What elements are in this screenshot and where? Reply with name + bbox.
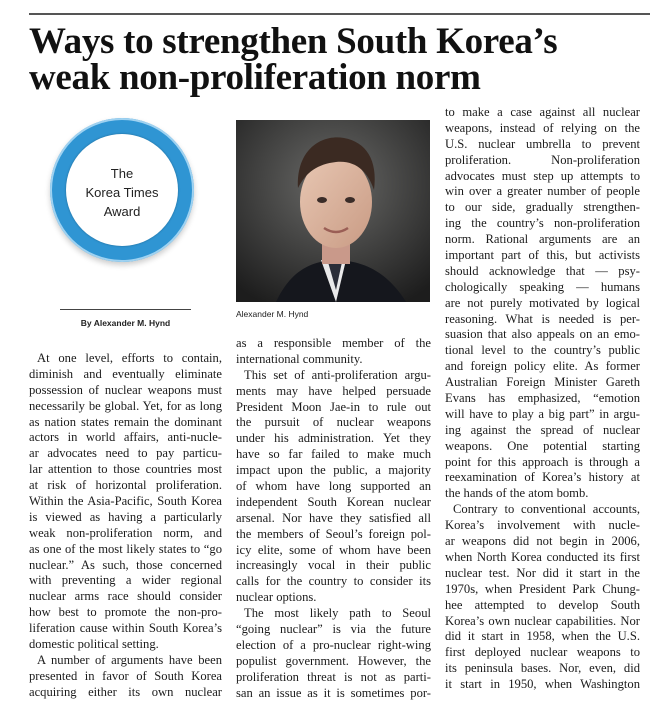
text-line: to make a case against all nuclear — [445, 105, 640, 119]
article-column-3 — [445, 105, 640, 693]
text-line: U.S. nuclear umbrella to prevent — [445, 136, 640, 151]
text-line: nuclear options. — [236, 590, 317, 605]
text-line: the pursuit of nuclear weapons — [236, 415, 431, 430]
text-line: reexamination of Korea’s history at — [445, 470, 640, 485]
text-line: of whom have long supported an — [236, 479, 431, 494]
text-line: Korea’s involvement with nucle- — [445, 518, 640, 533]
text-line: chologically speaking — humans — [445, 279, 640, 294]
byline-rule — [60, 309, 191, 310]
text-line: actors in world affairs, anti-nucle- — [29, 430, 222, 445]
article-column-2 — [236, 336, 431, 701]
award-badge-line-2: Korea Times — [85, 185, 159, 200]
text-line: independent South Korean nuclear — [236, 494, 431, 509]
text-line: ing against the spread of nuclear — [445, 422, 640, 437]
text-line: ing the country’s non-proliferation — [445, 216, 640, 231]
award-badge-inner — [66, 134, 178, 246]
text-line: diminish and eventually eliminate — [29, 366, 222, 381]
text-line: lar attention to those countries most — [29, 462, 222, 477]
text-line: proliferation threat is not as parti- — [236, 669, 431, 684]
text-line: A number of arguments have been — [37, 652, 222, 667]
text-line: it start in 1950, when Washington — [445, 677, 640, 692]
text-line: At one level, efforts to contain, — [37, 351, 222, 365]
text-line: impact upon the public, a majority — [236, 463, 431, 478]
text-line: international community. — [236, 351, 363, 366]
text-line: norm. Rational arguments are an — [445, 232, 640, 247]
text-line: ar advocates need to pay particu- — [29, 446, 222, 461]
headline-line-1: Ways to strengthen South Korea’s — [29, 21, 558, 62]
text-line: necessarily be global. Yet, for as long — [29, 398, 222, 413]
text-line: weapons, instead of relying on the — [445, 120, 640, 135]
text-line: icy elite, some of whom have been — [236, 542, 431, 557]
text-line: populist government. However, the — [236, 653, 431, 668]
text-line: weak non-proliferation norm, and — [29, 525, 222, 540]
award-badge — [50, 118, 194, 262]
text-line: will have to play a big part” in argu- — [445, 406, 640, 421]
text-line: ar weapons did not begin in 2006, — [445, 534, 640, 549]
text-line: Australian Foreign Minister Gareth — [445, 375, 640, 390]
text-line: nuclear arms race should consider — [29, 589, 222, 604]
text-line: proliferation. Non-proliferation — [445, 152, 640, 167]
headline — [29, 21, 629, 98]
text-line: increasingly vocal in their public — [236, 558, 431, 573]
text-line: 1970s, when President Park Chung- — [445, 581, 640, 596]
text-line: Within the Asia-Pacific, South Korea — [29, 494, 222, 509]
award-badge-text — [66, 164, 178, 221]
text-line: important part of this, but activists — [445, 248, 640, 263]
text-line: Korea’s own nuclear capabilities. Nor — [445, 613, 640, 628]
text-line: win over a greater number of people — [445, 184, 640, 199]
text-line: Contrary to conventional accounts, — [453, 502, 640, 517]
text-line: presented in favor of South Korea — [29, 668, 222, 683]
text-line: when North Korea conducted its first — [445, 549, 640, 564]
text-line: is viewed as having a particularly — [29, 509, 222, 524]
text-line: “going nuclear” is via the future — [236, 622, 431, 637]
text-line: reasoning. What is needed is per- — [445, 311, 640, 326]
text-line: nuclear test. Nor did it start in the — [445, 565, 640, 580]
text-line: domestic political setting. — [29, 637, 159, 652]
text-line: to our side, gradually strengthen- — [445, 200, 640, 215]
award-badge-line-1: The — [110, 166, 134, 181]
text-line: suasion that also appeals on an emo- — [445, 327, 640, 342]
award-badge-line-3: Award — [103, 204, 141, 219]
text-line: nuclear.” As such, those concerned — [29, 557, 222, 572]
top-rule — [29, 13, 650, 15]
text-line: first deployed nuclear weapons to — [445, 645, 640, 660]
text-line: how best to promote the non-pro- — [29, 605, 222, 620]
text-line: at risk of horizontal proliferation. — [29, 478, 222, 493]
text-line: President Moon Jae-in to rule out — [236, 399, 431, 414]
text-line: as a responsible member of the — [236, 336, 431, 350]
text-line: acquiring either its own nuclear — [29, 684, 222, 699]
text-line: and foreign policy elite. As former — [445, 359, 640, 374]
text-line: election of a pro-nuclear right-wing — [236, 637, 431, 652]
text-line: should acknowledge that — psy- — [445, 263, 640, 278]
text-line: Evans has emphasized, “emotion — [445, 391, 640, 406]
text-line: The most likely path to Seoul — [244, 606, 431, 621]
text-line: possession of nuclear weapons must — [29, 382, 222, 397]
text-line: as one of the most likely states to “go — [29, 541, 222, 556]
byline: By Alexander M. Hynd — [80, 318, 171, 328]
author-photo-image — [236, 120, 430, 302]
photo-caption: Alexander M. Hynd — [236, 309, 309, 319]
text-line: calls for the country to consider its — [236, 574, 431, 589]
text-line: its peninsula bases. Nor, even, did — [445, 661, 640, 676]
text-line: This set of anti-proliferation argu- — [244, 367, 431, 382]
headline-line-2: weak non-proliferation norm — [29, 57, 481, 98]
text-line: tional level to the country’s public — [445, 343, 640, 358]
text-line: weapons. One potential starting — [445, 438, 640, 453]
text-line: with preventing a wider regional — [29, 573, 222, 588]
text-line: are not purely motivated by logical — [445, 295, 640, 310]
text-line: did it start in 1958, when the U.S. — [445, 629, 640, 644]
text-line: arsenal. Nor have they satisfied all — [236, 510, 431, 525]
text-line: have so far failed to make much — [236, 447, 431, 462]
text-line: point for this approach is through a — [445, 454, 640, 469]
text-line: liferation cause within South Korea’s — [29, 621, 222, 636]
text-line: advocates must step up attempts to — [445, 168, 640, 183]
text-line: under his administration. Yet they — [236, 431, 431, 446]
author-photo — [236, 120, 430, 302]
text-line: as nation states remain the dominant — [29, 414, 222, 429]
text-line: san an issue as it is sometimes por- — [236, 685, 431, 700]
text-line: the members of Seoul’s foreign pol- — [236, 526, 431, 541]
text-line: ments may have helped persuade — [236, 383, 431, 398]
article-column-1 — [29, 351, 222, 701]
text-line: hee attempted to develop South — [445, 597, 640, 612]
text-line: the hands of the atom bomb. — [445, 486, 589, 501]
